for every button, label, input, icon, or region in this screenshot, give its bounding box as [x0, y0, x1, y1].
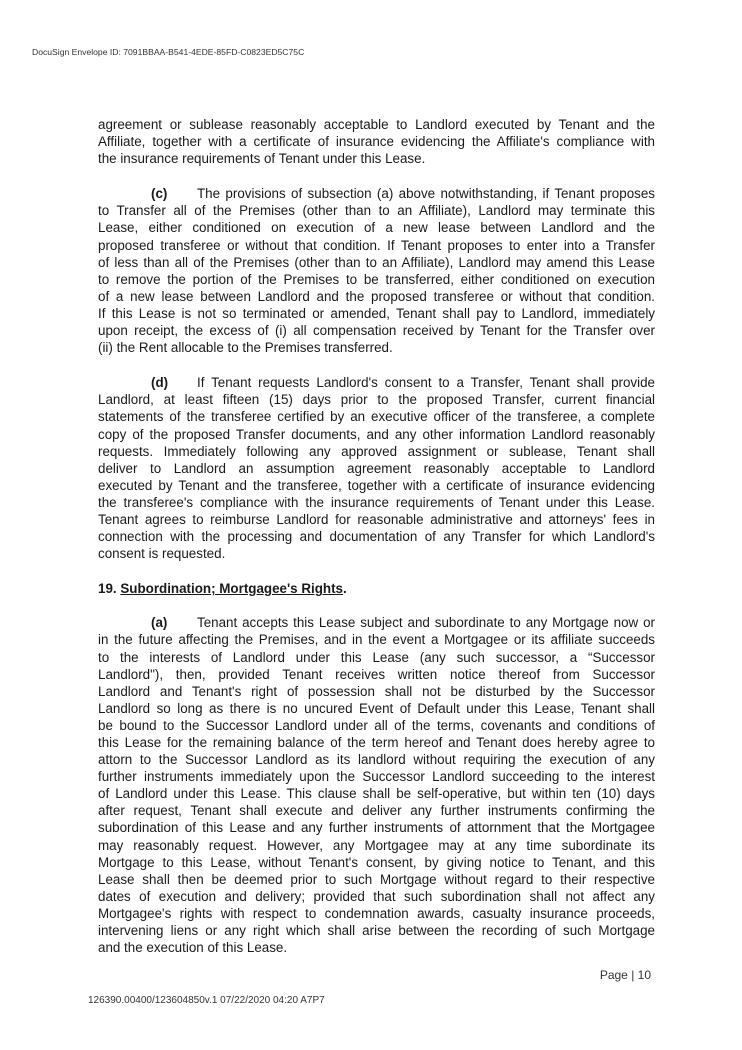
- text-line: upon receipt, the excess of (i) all compensation received by Tenant for the Transfer over: [98, 323, 655, 339]
- subsection-label: (a): [151, 615, 168, 631]
- text-line: (ii) the Rent allocable to the Premises transferred.: [98, 340, 393, 356]
- text-line: copy of the proposed Transfer documents, and any other information Landlord reasonably: [98, 426, 655, 442]
- text-line: intervening liens or any right which shall arise between the recording of such Mortgage: [98, 923, 655, 939]
- document-body: [98, 116, 655, 974]
- text-line: and the execution of this Lease.: [98, 940, 288, 956]
- subsection-a: [98, 614, 655, 956]
- section-title: Subordination; Mortgagee's Rights: [120, 581, 343, 597]
- text-line: connection with the processing and documentation of any Transfer for which Landlord's: [98, 529, 655, 545]
- text-line: [98, 374, 655, 391]
- text-line: attorn to the Successor Landlord as its landlord without requiring the execution of any: [98, 752, 655, 768]
- text-line: Affiliate, together with a certificate of insurance evidencing the Affiliate's compliance with: [98, 134, 655, 150]
- page-number: Page | 10: [599, 968, 651, 982]
- text-line: subordination of this Lease and any further instruments of attornment that the Mortgagee: [98, 820, 655, 836]
- text-line: this Lease for the remaining balance of the term hereof and Tenant does hereby agree to: [98, 735, 655, 750]
- text-line: Landlord, at least fifteen (15) days prior to the proposed Transfer, current financial: [98, 392, 655, 408]
- text-line: Landlord"), then, provided Tenant receives written notice thereof from Successor: [98, 666, 655, 682]
- paragraph-continuation: [98, 116, 655, 167]
- text-line: If this Lease is not so terminated or amended, Tenant shall pay to Landlord, immediately: [98, 305, 655, 321]
- text-line: may reasonably request. However, any Mortgagee may at any time subordinate its: [98, 837, 655, 853]
- line-text: Tenant accepts this Lease subject and subordinate to any Mortgage now or: [197, 615, 655, 631]
- text-line: to Transfer all of the Premises (other than to an Affiliate), Landlord may terminate this: [98, 203, 655, 219]
- text-line: Landlord so long as there is no uncured Event of Default under this Lease, Tenant shall: [98, 700, 655, 716]
- text-line: Mortgage to this Lease, without Tenant's consent, by giving notice to Tenant, and this: [98, 854, 655, 870]
- text-line: the insurance requirements of Tenant under this Lease.: [98, 151, 426, 167]
- text-line: to remove the portion of the Premises to be transferred, either conditioned on execution: [98, 271, 655, 287]
- line-text: If Tenant requests Landlord's consent to a Transfer, Tenant shall provide: [197, 375, 655, 391]
- text-line: requests. Immediately following any approved assignment or sublease, Tenant shall: [98, 443, 655, 459]
- text-line: deliver to Landlord an assumption agreement reasonably acceptable to Landlord: [98, 460, 655, 476]
- text-line: be bound to the Successor Landlord under all of the terms, covenants and conditions of: [98, 717, 655, 733]
- text-line: Tenant agrees to reimburse Landlord for reasonable administrative and attorneys' fees in: [98, 511, 655, 527]
- text-line: [98, 185, 655, 202]
- docusign-envelope-id: DocuSign Envelope ID: 7091BBAA-B541-4EDE-85FD-C0823ED5C75C: [32, 47, 305, 57]
- text-line: [98, 614, 655, 631]
- text-line: Lease, either conditioned on execution of a new lease between Landlord and the: [98, 220, 655, 236]
- text-line: statements of the transferee certified by an executive officer of the transferee, a complete: [98, 409, 655, 425]
- text-line: further instruments immediately upon the Successor Landlord succeeding to the interest: [98, 769, 655, 785]
- text-line: after request, Tenant shall execute and deliver any further instruments confirming the: [98, 803, 655, 819]
- document-footer-id: 126390.00400/123604850v.1 07/22/2020 04:20 A7P7: [88, 995, 325, 1006]
- text-line: of Landlord under this Lease. This clause shall be self-operative, but within ten (10) days: [98, 786, 655, 802]
- subsection-c: [98, 185, 655, 356]
- text-line: of less than all of the Premises (other than to an Affiliate), Landlord may amend this Lease: [98, 254, 655, 270]
- line-text: The provisions of subsection (a) above notwithstanding, if Tenant proposes: [197, 186, 655, 202]
- section-title-period: .: [342, 581, 347, 597]
- text-line: dates of execution and delivery; provided that such subordination shall not affect any: [98, 888, 655, 904]
- subsection-d: [98, 374, 655, 562]
- text-line: Mortgagee's rights with respect to condemnation awards, casualty insurance proceeds,: [98, 905, 655, 921]
- text-line: Lease shall then be deemed prior to such Mortgage without regard to their respective: [98, 871, 655, 887]
- text-line: to the interests of Landlord under this Lease (any such successor, a “Successor: [98, 649, 655, 665]
- subsection-label: (d): [151, 375, 169, 391]
- text-line: executed by Tenant and the transferee, together with a certificate of insurance evidencing: [98, 477, 655, 493]
- section-19-heading: [98, 580, 655, 597]
- text-line: consent is requested.: [98, 546, 226, 562]
- subsection-label: (c): [151, 186, 168, 202]
- text-line: agreement or sublease reasonably acceptable to Landlord executed by Tenant and the: [98, 117, 655, 132]
- text-line: Landlord and Tenant's right of possession shall not be disturbed by the Successor: [98, 683, 655, 699]
- text-line: proposed transferee or without that condition. If Tenant proposes to enter into a Transfer: [98, 237, 655, 253]
- text-line: in the future affecting the Premises, and in the event a Mortgagee or its affiliate succeeds: [98, 632, 655, 648]
- text-line: of a new lease between Landlord and the proposed transferee or without that condition.: [98, 288, 655, 304]
- section-number: 19.: [98, 581, 121, 597]
- text-line: the transferee's compliance with the insurance requirements of Tenant under this Lease.: [98, 494, 655, 510]
